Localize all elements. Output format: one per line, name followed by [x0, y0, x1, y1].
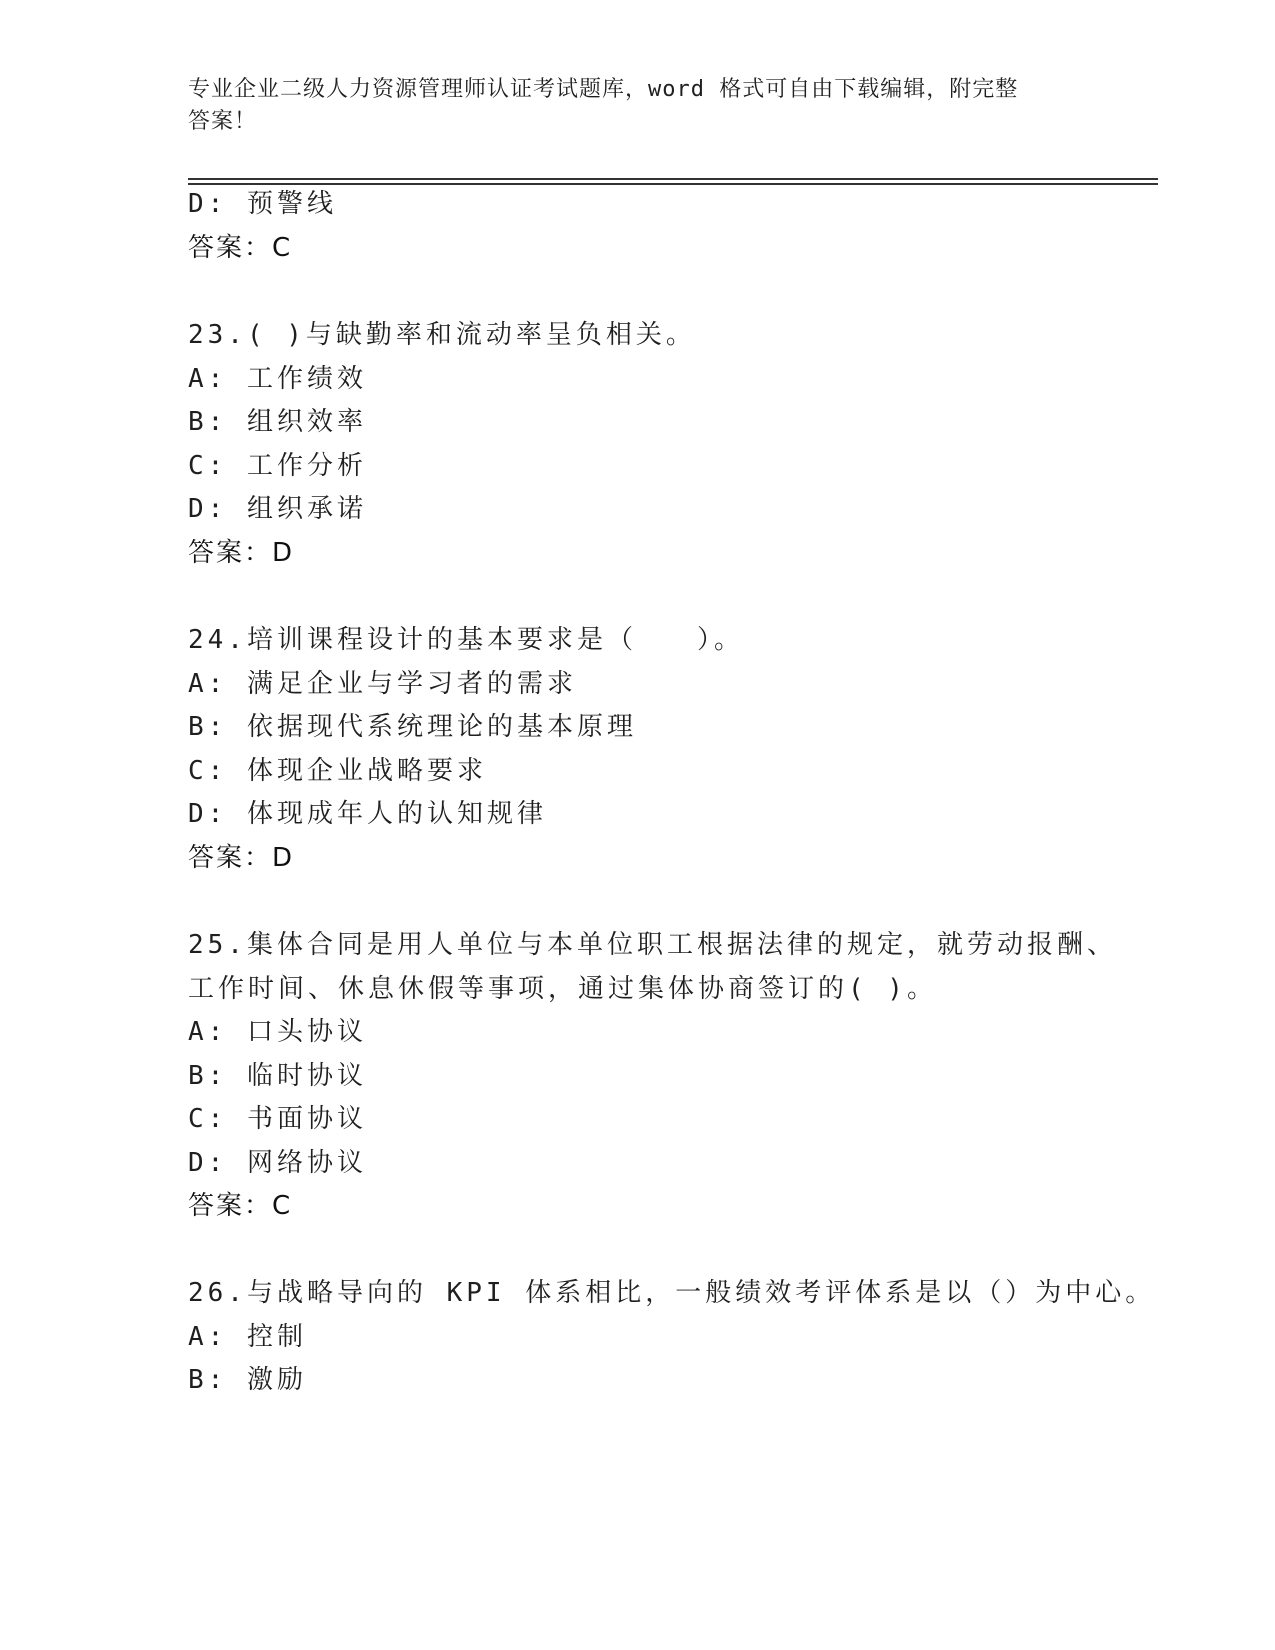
q23-answer: 答案：D [188, 538, 295, 568]
q23-option-b: B: 组织效率 [188, 407, 367, 437]
document-header [188, 74, 1088, 138]
q24-option-b: B: 依据现代系统理论的基本原理 [188, 712, 637, 742]
q26-option-b: B: 激励 [188, 1365, 307, 1395]
q25-stem-line-1: 25.集体合同是用人单位与本单位职工根据法律的规定，就劳动报酬、 [188, 930, 1117, 960]
q24-option-a: A: 满足企业与学习者的需求 [188, 669, 577, 699]
q23-option-c: C: 工作分析 [188, 451, 367, 481]
q23-option-d: D: 组织承诺 [188, 494, 367, 524]
q25-stem-line-2: 工作时间、休息休假等事项，通过集体协商签订的( )。 [188, 974, 937, 1004]
prev-option-d: D: 预警线 [188, 189, 337, 219]
header-line-2: 答案！ [188, 109, 258, 134]
q23-option-a: A: 工作绩效 [188, 364, 367, 394]
q25-option-d: D: 网络协议 [188, 1148, 367, 1178]
q24-option-c: C: 体现企业战略要求 [188, 756, 487, 786]
q24-answer: 答案：D [188, 843, 295, 873]
q25-option-b: B: 临时协议 [188, 1061, 367, 1091]
q23-stem: 23.( )与缺勤率和流动率呈负相关。 [188, 320, 696, 350]
header-divider-bottom [188, 183, 1158, 185]
q26-option-a: A: 控制 [188, 1322, 307, 1352]
header-divider-top [188, 178, 1158, 180]
header-line-1: 专业企业二级人力资源管理师认证考试题库，word 格式可自由下载编辑，附完整 [188, 77, 1019, 102]
q25-answer: 答案：C [188, 1191, 293, 1221]
q25-option-a: A: 口头协议 [188, 1017, 367, 1047]
q26-stem: 26.与战略导向的 KPI 体系相比，一般绩效考评体系是以（）为中心。 [188, 1278, 1156, 1308]
q24-option-d: D: 体现成年人的认知规律 [188, 799, 547, 829]
prev-answer: 答案：C [188, 233, 293, 263]
q25-option-c: C: 书面协议 [188, 1104, 367, 1134]
q24-stem: 24.培训课程设计的基本要求是（ ）。 [188, 625, 744, 655]
